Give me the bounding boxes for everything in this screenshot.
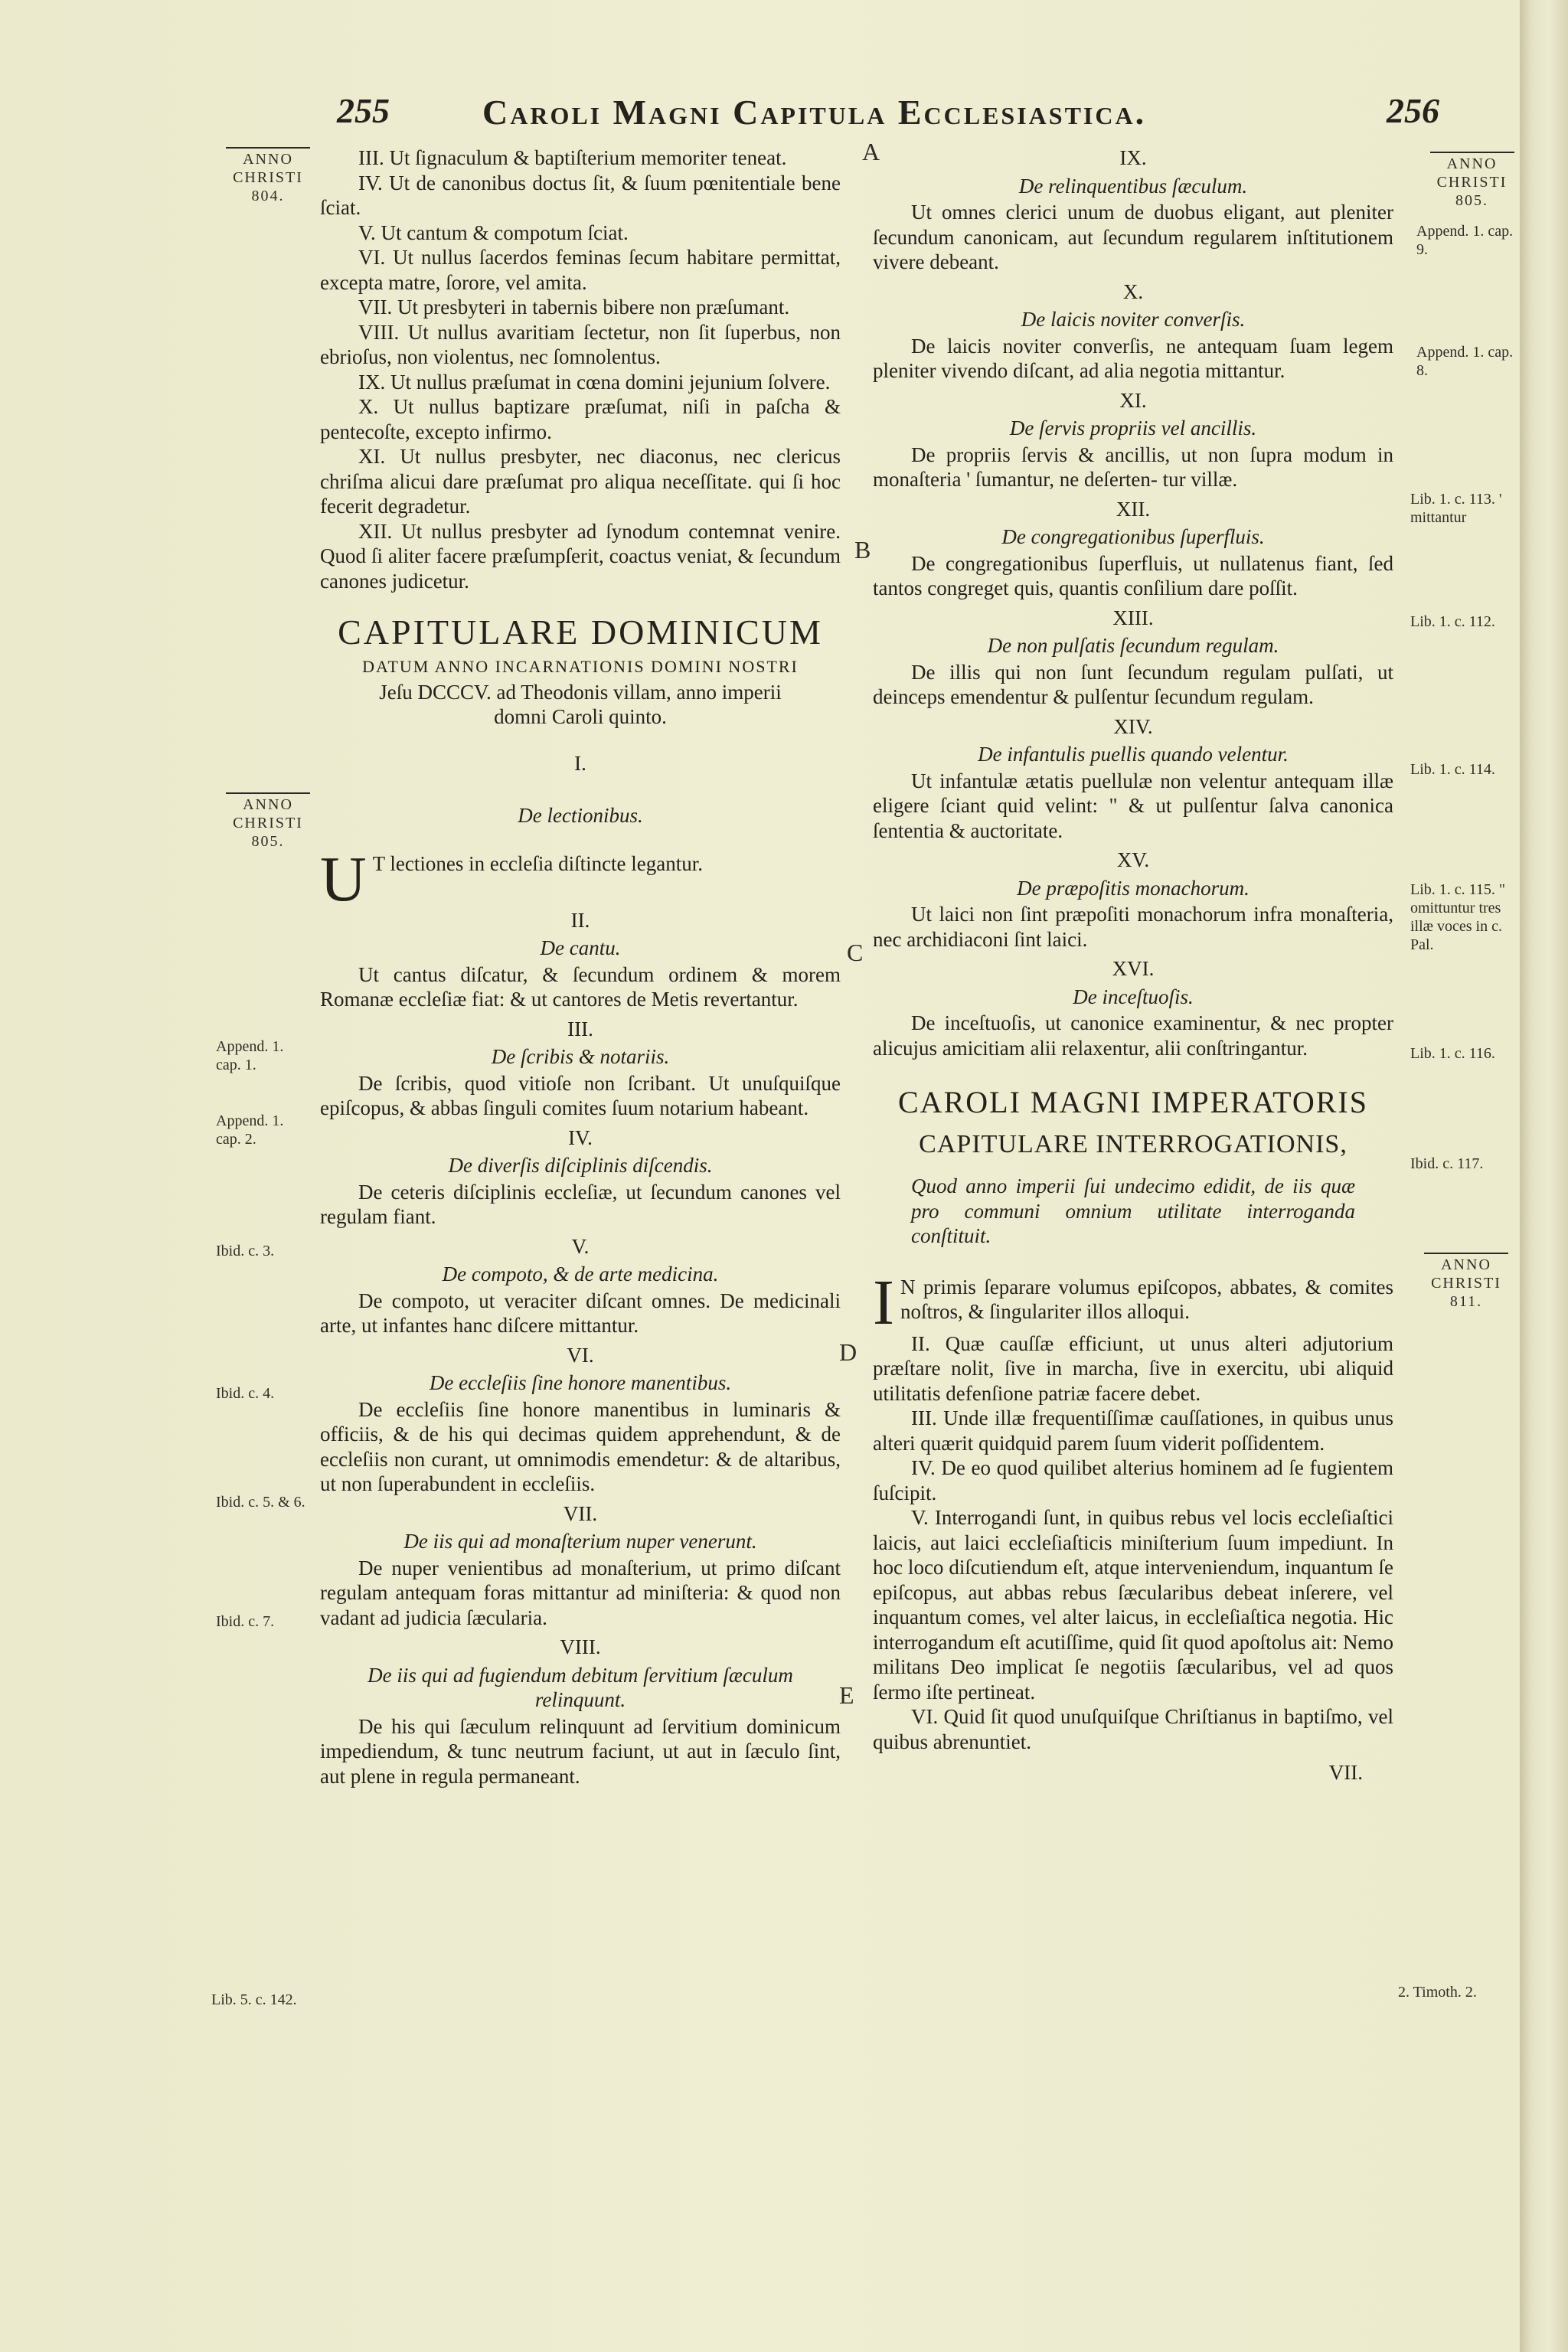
section-subtitle: DATUM ANNO INCARNATIONIS DOMINI NOSTRI (362, 657, 799, 676)
section-letter-c: C (847, 939, 864, 966)
marginal-ref: Lib. 1. c. 115. " omittuntur tres illæ voces in c. Pal. (1410, 881, 1506, 953)
chapter-text: De laicis noviter converſis, ne antequam ſuam legem pleniter vivendo diſcant, ad alia negotia mittantur. (873, 334, 1393, 382)
chapter-number: XIII. (1112, 606, 1154, 629)
running-title: Caroli Magni Capitula Ecclesiastica. (482, 93, 1147, 132)
chapter-number: XIV. (1113, 714, 1153, 738)
canon-paragraph: V. Ut cantum & compotum ſciat. (358, 220, 629, 244)
section-letter-b: B (854, 536, 871, 564)
next-page-edge (1520, 0, 1568, 2352)
chapter-heading: De lectionibus. (518, 804, 643, 827)
canon-paragraph: XII. Ut nullus presbyter ad ſynodum contemnat venire. Quod ſi aliter facere præſumpſerit, coactus veniat, & ſecundum canones judicetur. (320, 519, 841, 593)
left-column (320, 145, 841, 1788)
chapter-text: De eccleſiis ſine honore manentibus in luminaris & officiis, & de his qui decimas quidem apprehendunt, & de eccleſiis non curant, ut omnimodis emendetur: & de altaribus, ut non ſuperabundent in eccleſiis. (320, 1397, 841, 1495)
section-letter-a: A (862, 138, 880, 165)
chapter-number: IX. (1119, 146, 1147, 169)
right-page-number: 256 (1387, 91, 1439, 130)
chapter-text: De nuper venientibus ad monaſterium, ut primo diſcant regulam antequam foras mittantur ad miniſteria: & quod non vadant ad judicia ſæcularia. (320, 1556, 841, 1629)
drop-cap: U (320, 843, 367, 915)
chapter-number: XVI. (1112, 957, 1155, 980)
chapter-number: IV. (568, 1125, 593, 1149)
chapter-heading: De non pulſatis ſecundum regulam. (987, 634, 1279, 657)
chapter-text: De inceſtuoſis, ut canonice examinentur, & nec propter alicujus amicitiam alii relaxentur, alii conſtringantur. (873, 1011, 1393, 1060)
chapter-heading: De compoto, & de arte medicina. (442, 1263, 719, 1285)
chapter-heading: De eccleſiis ſine honore manentibus. (429, 1371, 732, 1394)
chapter-heading: De præpoſitis monachorum. (1017, 876, 1250, 900)
chapter-text: De compoto, ut veraciter diſcant omnes. De medicinali arte, ut infantes hanc diſcere mittantur. (320, 1289, 841, 1337)
anno-christi-811: ANNO CHRISTI 811. (1416, 1253, 1516, 1311)
chapter-heading: De diverſis diſciplinis diſcendis. (448, 1154, 713, 1177)
chapter-text: De illis qui non ſunt ſecundum regulam pulſati, ut deinceps emendentur & pulſentur ſecundum regulam. (873, 660, 1393, 708)
chapter-text: Ut cantus diſcatur, & ſecundum ordinem & morem Romanæ eccleſiæ fiat: & ut cantores de Metis revertantur. (320, 962, 841, 1011)
marginal-ref: Append. 1. cap. 1. (216, 1038, 284, 1073)
chapter-heading: De ſcribis & notariis. (491, 1045, 670, 1068)
anno-christi-805-right: ANNO CHRISTI 805. (1424, 152, 1520, 210)
chapter-number: XI. (1119, 388, 1147, 412)
chapter-text: V. Interrogandi ſunt, in quibus rebus vel locis eccleſiaſtici laicis, aut laici eccleſiaſticis miniſterium ſuum impediunt. In hoc loco diſcutiendum eſt, atque interveniendum, inquantum ſe epiſcopus, aut abbas rebus ſæcularibus debeat inſerere, vel inquantum comes, vel alter laicus, in eccleſiaſtica negotia. Hic interrogandum eſt acutiſſime, quid ſit quod apoſtolus ait: Nemo militans Deo implicat ſe negotiis ſæcularibus, vel ad quos ſermo iſte pertineat. (873, 1506, 1393, 1704)
chapter-number: I. (574, 751, 586, 775)
drop-cap: I (873, 1266, 894, 1338)
marginal-ref: Ibid. c. 3. (216, 1243, 275, 1259)
chapter-heading: De iis qui ad fugiendum debitum ſervitium ſæculum relinquunt. (368, 1663, 793, 1711)
chapter-text: Ut infantulæ ætatis puellulæ non velentur antequam illæ eligere ſciant quid velint: " & ut pulſentur ſalva canonica ſententia & auctoritate. (873, 769, 1393, 842)
chapter-number: V. (571, 1234, 590, 1258)
chapter-text: De ceteris diſciplinis eccleſiæ, ut ſecundum canones vel regulam fiant. (320, 1180, 841, 1228)
section-intro: Quod anno imperii ſui undecimo edidit, de iis quæ pro communi omnium utilitate interroganda conſtituit. (911, 1174, 1355, 1247)
chapter-number: VIII. (560, 1635, 601, 1658)
canon-paragraph: IX. Ut nullus præſumat in cœna domini jejunium ſolvere. (358, 370, 831, 394)
chapter-text: De propriis ſervis & ancillis, ut non ſupra modum in monaſteria ' ſumantur, ne deſerten- tur villæ. (873, 443, 1393, 491)
anno-christi-804: ANNO CHRISTI 804. (222, 147, 314, 205)
section-title: CAROLI MAGNI IMPERATORIS (898, 1085, 1368, 1119)
chapter-heading: De inceſtuoſis. (1073, 985, 1194, 1008)
canon-paragraph: III. Ut ſignaculum & baptiſterium memoriter teneat. (358, 146, 787, 169)
marginal-ref: Lib. 1. c. 113. ' mittantur (1410, 491, 1502, 526)
marginal-ref: Append. 1. cap. 2. (216, 1112, 284, 1148)
canon-paragraph: VIII. Ut nullus avaritiam ſectetur, non ſit ſuperbus, non ebrioſus, non violentus, nec ſomnolentus. (320, 320, 841, 368)
chapter-text: De ſcribis, quod vitioſe non ſcribant. Ut unuſquiſque epiſcopus, & abbas ſinguli comites ſuum notarium habeant. (320, 1071, 841, 1119)
marginal-ref: Ibid. c. 5. & 6. (216, 1494, 305, 1511)
chapter-number: X. (1122, 279, 1144, 303)
chapter-text: VI. Quid ſit quod unuſquiſque Chriſtianus in baptiſmo, vel quibus abrenuntiet. (873, 1705, 1393, 1753)
right-column (873, 145, 1393, 1785)
marginal-ref: Lib. 1. c. 116. (1410, 1045, 1495, 1062)
chapter-number: XV. (1116, 848, 1150, 871)
marginal-ref: Ibid. c. 7. (216, 1613, 275, 1630)
chapter-text: IV. De eo quod quilibet alterius hominem ad ſe fugientem ſuſcipit. (873, 1456, 1393, 1504)
anno-christi-805-left: ANNO CHRISTI 805. (222, 792, 314, 851)
section-title: CAPITULARE DOMINICUM (338, 612, 823, 652)
canon-paragraph: IV. Ut de canonibus doctus ſit, & ſuum pœnitentiale bene ſciat. (320, 171, 841, 219)
chapter-heading: De relinquentibus ſæculum. (1018, 174, 1248, 198)
chapter-text: Ut laici non ſint præpoſiti monachorum infra monaſteria, nec archidiaconi ſint laici. (873, 903, 1393, 951)
chapter-number: VII. (563, 1501, 598, 1525)
chapter-text: De congregationibus ſuperfluis, ut nullatenus fiant, ſed tantos congreget quis, quantis conſilium dare poſſit. (873, 551, 1393, 599)
chapter-text: III. Unde illæ frequentiſſimæ cauſſationes, in quibus unus alteri quærit quidquid parem ſuum viderit poſſidentem. (873, 1406, 1393, 1455)
left-page-number: 255 (337, 91, 390, 130)
chapter-text: U T lectiones in eccleſia diſtincte legantur. (320, 843, 704, 915)
chapter-text: I N primis ſeparare volumus epiſcopos, abbates, & comites noſtros, & ſingulariter illos alloqui. (873, 1266, 1393, 1338)
marginal-ref: Lib. 1. c. 114. (1410, 761, 1495, 778)
running-header (337, 90, 1439, 136)
marginal-ref: Append. 1. cap. 8. (1416, 344, 1514, 379)
chapter-number: VI. (567, 1343, 594, 1367)
chapter-heading: De cantu. (540, 936, 621, 959)
marginal-ref: Append. 1. cap. 9. (1416, 223, 1514, 258)
section-subtitle: CAPITULARE INTERROGATIONIS, (919, 1130, 1348, 1158)
section-letter-e: E (839, 1681, 854, 1709)
marginal-ref: Lib. 5. c. 142. (211, 1991, 297, 2008)
chapter-text: De his qui ſæculum relinquunt ad ſervitium dominicum impediendum, & tunc neutrum faciunt, ut aut in ſæculo ſint, aut plene in regula permaneant. (320, 1714, 841, 1788)
canon-paragraph: X. Ut nullus baptizare præſumat, niſi in paſcha & pentecoſte, excepto infirmo. (320, 395, 841, 443)
catchword: VII. (1328, 1761, 1363, 1784)
chapter-heading: De infantulis puellis quando velentur. (978, 743, 1289, 766)
canon-paragraph: VII. Ut presbyteri in tabernis bibere non præſumant. (358, 296, 790, 318)
chapter-number: XII. (1116, 497, 1151, 521)
canon-paragraph: VI. Ut nullus ſacerdos feminas ſecum habitare permittat, excepta matre, ſorore, vel amita. (320, 246, 841, 294)
chapter-heading: De iis qui ad monaſterium nuper venerunt. (403, 1530, 757, 1553)
chapter-number: II. (570, 908, 590, 932)
section-letter-d: D (839, 1338, 858, 1366)
marginal-ref: Ibid. c. 4. (216, 1385, 275, 1402)
marginal-ref: 2. Timoth. 2. (1398, 1984, 1477, 2001)
chapter-number: III. (567, 1017, 593, 1040)
chapter-heading: De ſervis propriis vel ancillis. (1009, 416, 1257, 439)
canon-paragraph: XI. Ut nullus presbyter, nec diaconus, nec clericus chriſma alicui dare præſumat pro aliqua neceſſitate. qui ſi hoc fecerit degradetur. (320, 445, 841, 518)
chapter-text: Ut omnes clerici unum de duobus eligant, aut pleniter ſecundum canonicam, aut ſecundum regularem inſtitutionem vivere debeant. (873, 201, 1393, 273)
chapter-text: II. Quæ cauſſæ efficiunt, ut unus alteri adjutorium præſtare nolit, ſive in marcha, ſive in exercitu, ubi aliquid utilitatis defenſione patriæ facere debet. (873, 1331, 1393, 1405)
marginal-ref: Ibid. c. 117. (1410, 1155, 1484, 1172)
chapter-heading: De laicis noviter converſis. (1021, 308, 1246, 331)
chapter-heading: De congregationibus ſuperfluis. (1001, 525, 1265, 548)
section-date: Jeſu DCCCV. ad Theodonis villam, anno imperii domni Caroli quinto. (379, 680, 782, 728)
marginal-ref: Lib. 1. c. 112. (1410, 613, 1495, 630)
